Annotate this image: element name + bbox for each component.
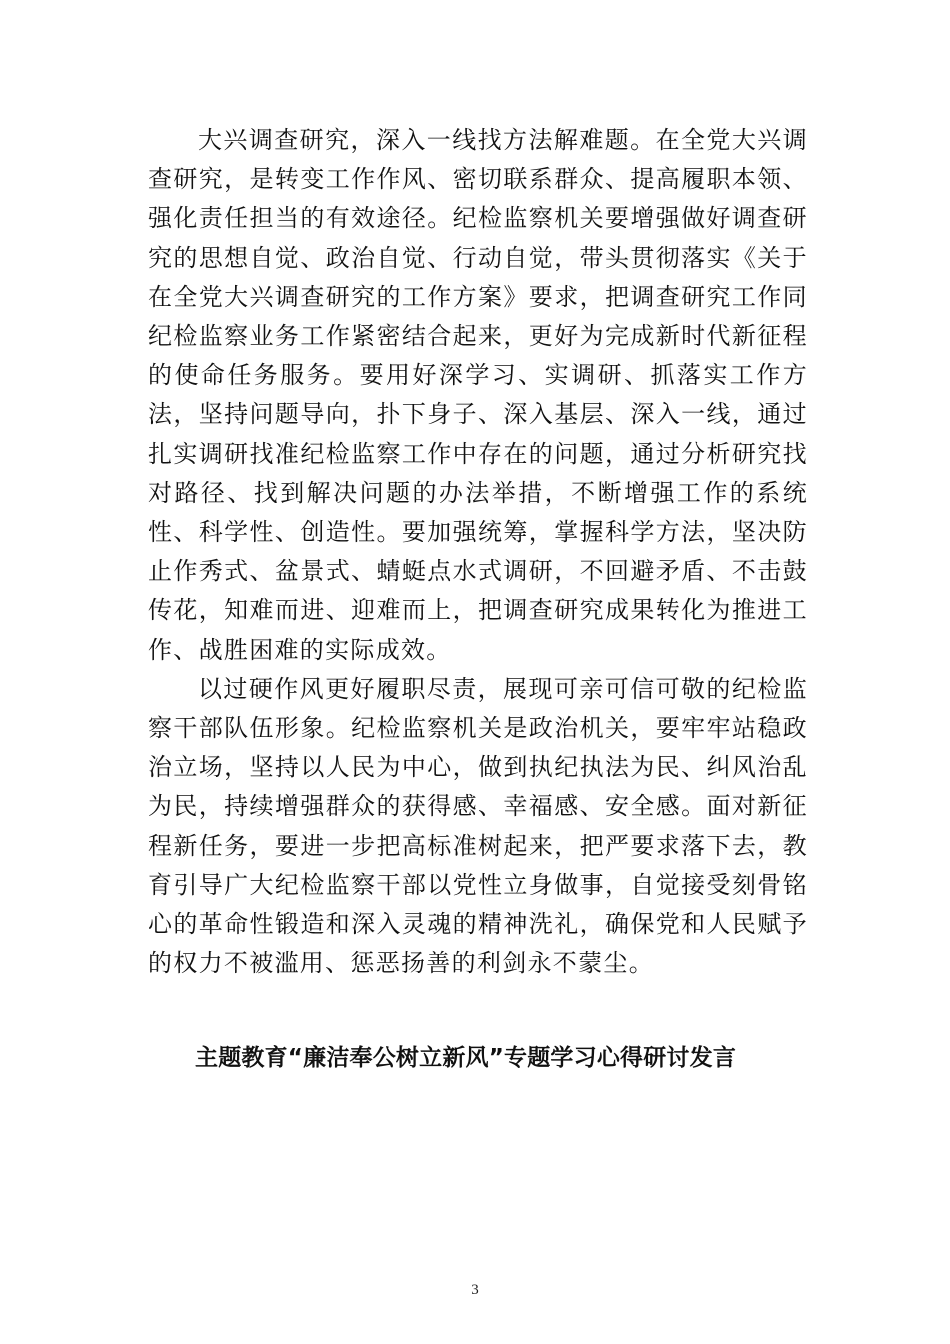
page-number: 3 xyxy=(471,1282,479,1298)
section-title: 主题教育“廉洁奉公树立新风”专题学习心得研讨发言 xyxy=(195,1045,737,1071)
paragraph-conduct: 以过硬作风更好履职尽责，展现可亲可信可敬的纪检监察干部队伍形象。纪检监察机关是政治机关，要牢牢站稳政治立场，坚持以人民为中心，做到执纪执法为民、纠风治乱为民，持续增强群众的获得感、幸福感、安全感。面对新征程新任务，要进一步把高标准树起来，把严要求落下去，教育引导广大纪检监察干部以党性立身做事，自觉接受刻骨铭心的革命性锻造和深入灵魂的精神洗礼，确保党和人民赋予的权力不被滥用、惩恶扬善的利剑永不蒙尘。 xyxy=(148,674,808,978)
body-text xyxy=(148,121,808,983)
paragraph-research: 大兴调查研究，深入一线找方法解难题。在全党大兴调查研究，是转变工作作风、密切联系群众、提高履职本领、强化责任担当的有效途径。纪检监察机关要增强做好调查研究的思想自觉、政治自觉、行动自觉，带头贯彻落实《关于在全党大兴调查研究的工作方案》要求，把调查研究工作同纪检监察业务工作紧密结合起来，更好为完成新时代新征程的使命任务服务。要用好深学习、实调研、抓落实工作方法，坚持问题导向，扑下身子、深入基层、深入一线，通过扎实调研找准纪检监察工作中存在的问题，通过分析研究找对路径、找到解决问题的办法举措，不断增强工作的系统性、科学性、创造性。要加强统筹，掌握科学方法，坚决防止作秀式、盆景式、蜻蜓点水式调研，不回避矛盾、不击鼓传花，知难而进、迎难而上，把调查研究成果转化为推进工作、战胜困难的实际成效。 xyxy=(148,126,808,664)
